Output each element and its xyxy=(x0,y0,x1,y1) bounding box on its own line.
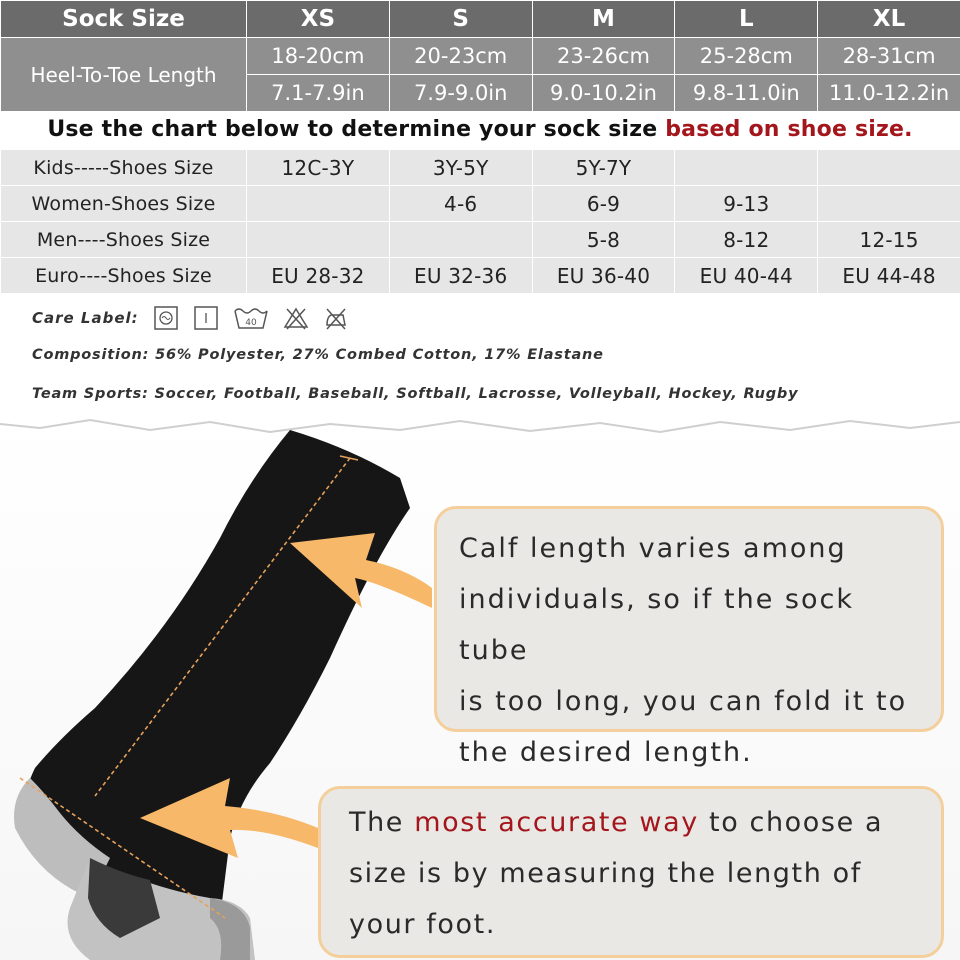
table-row xyxy=(1,258,960,294)
foot-line-1-a: The xyxy=(349,807,415,838)
length-cm-row xyxy=(1,38,960,75)
table-cell: EU 36-40 xyxy=(532,258,675,294)
heel-to-toe-label: Heel-To-Toe Length xyxy=(1,38,247,112)
table-cell: 12C-3Y xyxy=(247,150,390,186)
table-cell: 4-6 xyxy=(389,186,532,222)
table-cell: 5Y-7Y xyxy=(532,150,675,186)
table-cell xyxy=(389,222,532,258)
size-note xyxy=(0,111,960,149)
foot-line-2: size is by measuring the length of xyxy=(349,858,862,889)
table-cell: 3Y-5Y xyxy=(389,150,532,186)
length-cm-cell: 20-23cm xyxy=(389,38,532,75)
table-cell: 5-8 xyxy=(532,222,675,258)
wash-temp-text: 40 xyxy=(244,318,257,328)
length-cm-cell: 28-31cm xyxy=(818,38,960,75)
table-cell xyxy=(818,150,960,186)
length-in-cell: 9.0-10.2in xyxy=(532,75,675,112)
table-row xyxy=(1,222,960,258)
length-in-cell: 7.1-7.9in xyxy=(247,75,390,112)
length-in-cell: 7.9-9.0in xyxy=(389,75,532,112)
foot-length-callout xyxy=(318,786,944,958)
size-l: L xyxy=(675,1,818,38)
team-sports-text: Team Sports: Soccer, Football, Baseball, Softball, Lacrosse, Volleyball, Hockey, Rugby xyxy=(32,386,799,402)
table-cell: EU 28-32 xyxy=(247,258,390,294)
foot-line-1 xyxy=(349,797,923,848)
row-label-euro: Euro----Shoes Size xyxy=(1,258,247,294)
foot-line-1-b: to choose a xyxy=(698,807,884,838)
table-cell: 6-9 xyxy=(532,186,675,222)
table-cell xyxy=(247,222,390,258)
wash-40-icon xyxy=(233,305,269,331)
row-label-women: Women-Shoes Size xyxy=(1,186,247,222)
size-s: S xyxy=(389,1,532,38)
table-cell: EU 40-44 xyxy=(675,258,818,294)
foot-line-3: your foot. xyxy=(349,909,497,940)
calf-line-3: is too long, you can fold it to xyxy=(459,686,908,717)
composition-text: Composition: 56% Polyester, 27% Combed Cotton, 17% Elastane xyxy=(32,347,604,363)
care-label-row xyxy=(32,302,349,334)
table-cell: 9-13 xyxy=(675,186,818,222)
shoe-size-table xyxy=(0,149,960,294)
calf-line-1: Calf length varies among xyxy=(459,533,847,564)
length-in-cell: 9.8-11.0in xyxy=(675,75,818,112)
table-row xyxy=(1,186,960,222)
calf-line-2: individuals, so if the sock tube xyxy=(459,584,854,666)
size-xl: XL xyxy=(818,1,960,38)
sock-size-label: Sock Size xyxy=(1,1,247,38)
size-header-row xyxy=(1,1,960,38)
table-cell xyxy=(818,186,960,222)
row-label-kids: Kids-----Shoes Size xyxy=(1,150,247,186)
calf-length-callout xyxy=(434,506,944,768)
tumble-dry-icon xyxy=(193,305,219,331)
table-cell xyxy=(247,186,390,222)
do-not-bleach-icon xyxy=(283,305,309,331)
length-cm-cell: 25-28cm xyxy=(675,38,818,75)
size-note-highlight: based on shoe size. xyxy=(665,117,913,142)
length-cm-cell: 23-26cm xyxy=(532,38,675,75)
size-xs: XS xyxy=(247,1,390,38)
table-cell: 12-15 xyxy=(818,222,960,258)
size-table xyxy=(0,0,960,112)
size-m: M xyxy=(532,1,675,38)
do-not-iron-icon xyxy=(323,305,349,331)
size-note-text: Use the chart below to determine your sock size xyxy=(47,117,666,142)
table-cell: 8-12 xyxy=(675,222,818,258)
table-row xyxy=(1,150,960,186)
foot-line-1-highlight: most accurate way xyxy=(414,807,699,838)
length-cm-cell: 18-20cm xyxy=(247,38,390,75)
machine-wash-icon xyxy=(153,305,179,331)
length-in-cell: 11.0-12.2in xyxy=(818,75,960,112)
table-cell: EU 44-48 xyxy=(818,258,960,294)
calf-line-4: the desired length. xyxy=(459,737,753,768)
sock-illustration-area xyxy=(0,418,960,960)
table-cell xyxy=(675,150,818,186)
care-label-text: Care Label: xyxy=(32,309,139,327)
row-label-men: Men----Shoes Size xyxy=(1,222,247,258)
table-cell: EU 32-36 xyxy=(389,258,532,294)
